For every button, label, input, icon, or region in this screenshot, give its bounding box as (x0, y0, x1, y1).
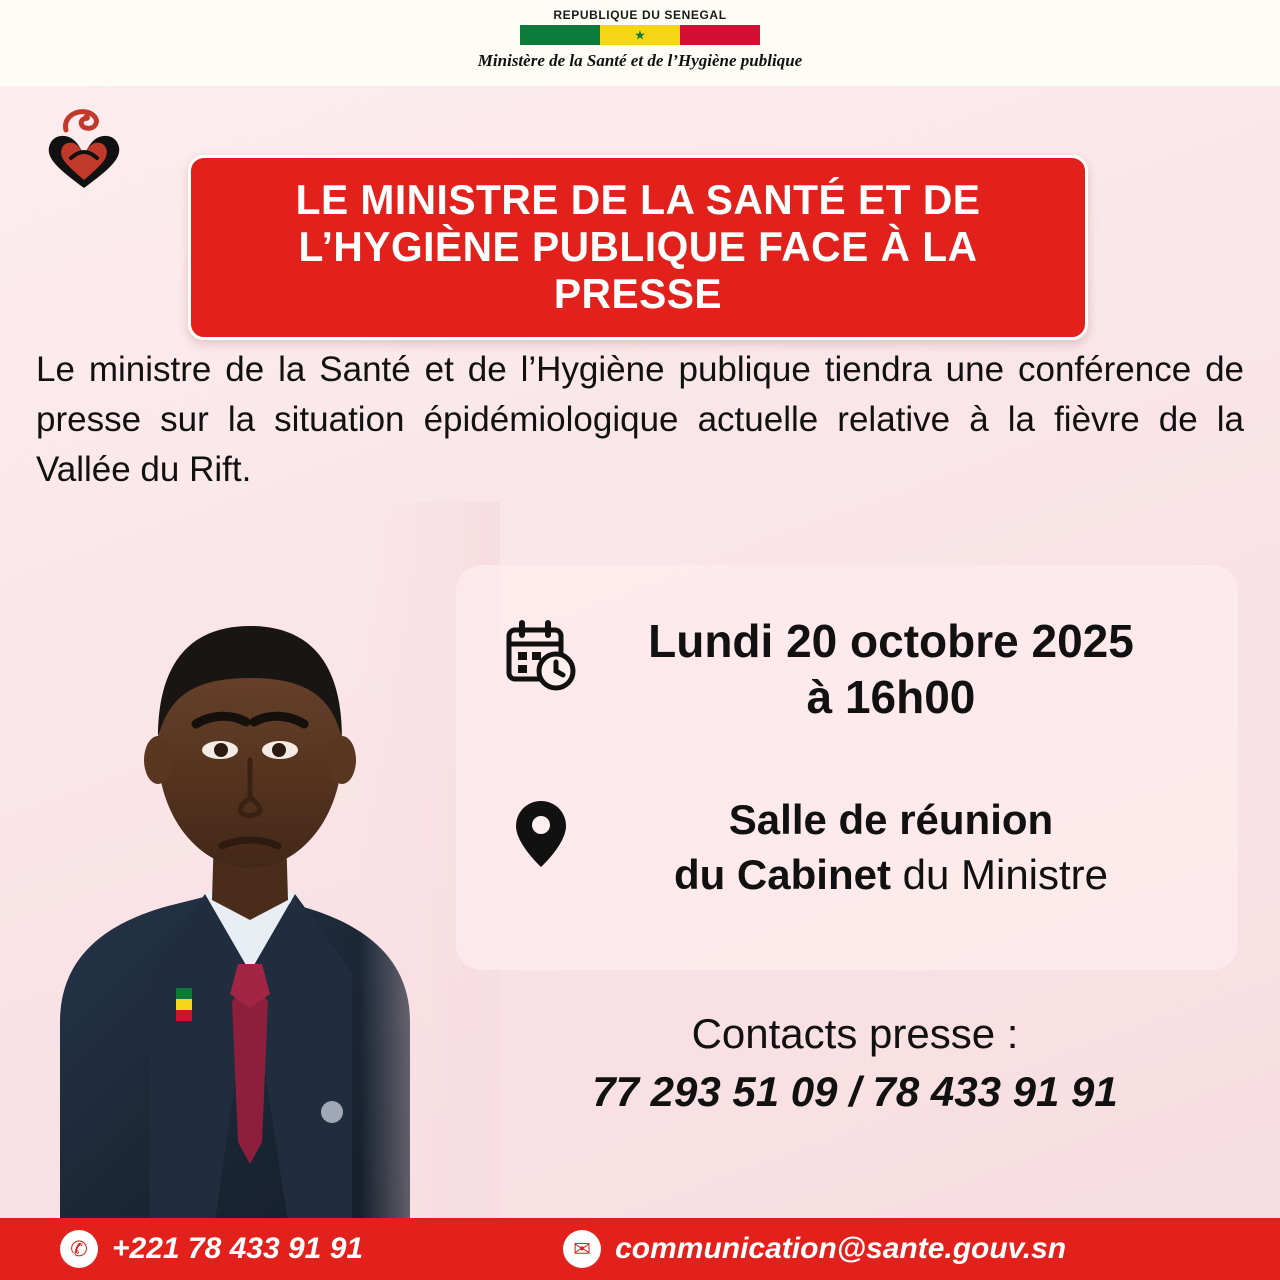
phone-icon: ✆ (60, 1230, 98, 1268)
intro-paragraph: Le ministre de la Santé et de l’Hygiène publique tiendra une conférence de presse sur la situation épidémiologique actuelle relative à la fièvre de la Vallée du Rift. (36, 350, 1244, 490)
flag-band-green (520, 25, 600, 45)
footer-phone[interactable] (60, 1230, 363, 1268)
ministry-label: Ministère de la Santé et de l’Hygiène publique (477, 51, 803, 70)
event-location-text (586, 793, 1196, 902)
event-date-line-1: Lundi 20 octobre 2025 (648, 615, 1134, 667)
event-location-line-1: Salle de réunion (728, 796, 1054, 843)
event-location-minister: du Ministre (890, 850, 1109, 898)
envelope-icon: ✉ (563, 1230, 601, 1268)
calendar-clock-icon (496, 613, 586, 693)
flag-band-red (680, 25, 760, 45)
press-contacts-numbers: 77 293 51 09 / 78 433 91 91 (592, 1068, 1118, 1115)
poster-header (0, 0, 1280, 86)
flag-band-yellow (600, 25, 680, 45)
footer-email-address: communication@sante.gouv.sn (615, 1232, 1067, 1265)
portrait-ministre (0, 502, 500, 1222)
event-location-cabinet: du Cabinet (673, 850, 891, 898)
senegal-flag-icon (520, 25, 760, 45)
poster-footer (0, 1218, 1280, 1280)
event-date-text (586, 613, 1196, 725)
map-pin-icon (496, 793, 586, 871)
press-contacts (470, 1010, 1240, 1116)
footer-email[interactable] (563, 1230, 1066, 1268)
title-line-2: L’HYGIÈNE PUBLIQUE FACE À LA PRESSE (298, 223, 978, 318)
event-date-line-2: à 16h00 (806, 671, 976, 724)
press-contacts-label: Contacts presse : (691, 1010, 1019, 1057)
ministry-health-logo (36, 100, 132, 196)
flag-star-icon: ★ (634, 27, 646, 43)
poster-title-banner (188, 155, 1088, 340)
republic-label: REPUBLIQUE DU SENEGAL (553, 8, 727, 22)
title-line-1: LE MINISTRE DE LA SANTÉ ET DE (295, 176, 981, 223)
event-location-line-2 (586, 848, 1196, 903)
footer-phone-number: +221 78 433 91 91 (112, 1232, 364, 1265)
event-date-row (496, 613, 1196, 725)
event-location-row (496, 793, 1196, 902)
event-details-card (456, 565, 1238, 970)
